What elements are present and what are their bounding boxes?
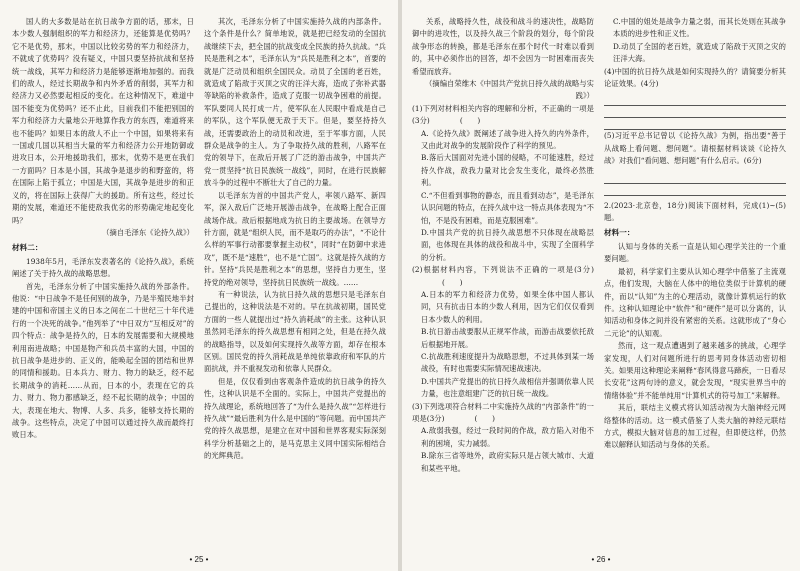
question-1 <box>412 103 594 128</box>
paragraph: 首先，毛泽东分析了中国实施持久战的外部条件。他说：“中日战争不是任何别的战争，乃是半殖民地半封建的中国和帝国主义的日本之间在二十世纪三十年代进行的一个决死的战争。”他列举了“中日双方”互相反对”的四个特点：战争是持久的，日本的发展需要和大规模地利用南进战略；中国是物产和兵员丰富的大国，中国的抗日战争是进步的、正义的，能唤起全国的团结和世界的同情和援助。日本兵力、财力、物力的缺乏，经不起长期战争的消耗……从而，日本的小，表现在它的兵力、财力、物力都感缺乏，经不起长期的战争；中国的大，表现在地大、物博、人多、兵多，能够支持长期的战争。这些特点，决定了中国可以通过持久战而最终打败日本。 <box>12 281 194 440</box>
source-citation: （摘编自荣维木《中国共产党抗日持久战的战略与实践》） <box>425 79 594 101</box>
answer-lines[interactable] <box>604 172 786 196</box>
paragraph: 最初，科学家们主要从认知心理学中借鉴了主流观点，他们发现，大脑在人体中的地位类似于计算机的硬件，而以“认知”为主的心理活动，就像计算机运行的软件。这种认知理论中“软件”和“硬件”是可以分离的，认知活动和身体之间并没有紧密的关系。这就形成了“身心二元论”的认知观。 <box>604 266 786 338</box>
paragraph: 以毛泽东为首的中国共产党人，率领八路军、新四军，深入敌后广泛地开展游击战争，在战略上配合正面战场作战。敌后根据地成为抗日的主要战场。在领导方针方面，就是“组织人民，而不是取巧的办法”，“不论什么样的军事行动都要掌握主动权”，同时“在防御中求进攻”，既不是“速胜”，也不是“亡国”。这就是持久战的方针。坚持“兵民是胜利之本”的思想，坚持自力更生，坚持党的绝对领导，坚持抗日民族统一战线。…… <box>204 190 386 287</box>
question-4: (4)中国的抗日持久战是如何实现持久的？请简要分析其论证效果。(4分) <box>604 66 786 89</box>
question-3 <box>412 401 594 426</box>
paragraph: 国人的大多数是站在抗日战争方面的话，那末，日本少数人强制组织的军力和经济力，还能算是优势吗？它不是优势，那末，中国以比较劣势的军力和经济力，不就成了优势吗？没有疑义，中国只要坚持抗战和坚持统一战线，其军力和经济力是能够逐渐地加强的。而我们的敌人，经过长期战争和内外矛盾的削弱，其军力和经济力又必然要起相反的变化。在这种情况下，难道中国不能变为优势吗？还不止此，目前我们不能把别国的军力和经济力大量地公开地算作我方的东西，难道将来也不能吗？如果日本的敌人不止一个中国，如果将来有一国或几国以其相当大量的军力和经济力公开地防御或进攻日本，公开地援助我们，那末，优势不是更在我们一方面吗？日本是小国，其战争是退步的和野蛮的，将在国际上陷于孤立；中国是大国，其战争是进步的和正义的，将在国际上获得广大的援助。所有这些，经过长期的发展，难道还不能使敌我优劣的形势确定地起变化吗？ <box>12 17 194 225</box>
page-number: • 26 • <box>591 555 611 564</box>
right-page <box>402 0 800 571</box>
material-heading: 材料一： <box>604 228 635 238</box>
page-number: • 25 • <box>189 555 209 564</box>
answer-lines[interactable] <box>604 94 786 130</box>
paragraph: 有一种说法，认为抗日持久战的思想只是毛泽东自己提出的，这种说法是不对的。早在抗战初期，国民党方面的一些人就提出过“持久消耗战”的主张。这种认识虽然同毛泽东的持久战思想有相同之处，但是在持久战的战略指导，以及如何实现持久战等方面，却存在根本区别。国民党的持久消耗战是单纯依靠政府和军队的片面抗战，并不重视发动和依靠人民群众。 <box>204 289 386 374</box>
answer-bracket: ( ) <box>442 277 463 287</box>
answer-bracket: ( ) <box>459 116 481 126</box>
question-text: (2)根据材料内容，下列说法不正确的一项是(3分) <box>412 265 594 275</box>
option-c: C.“不但看到事物的静态，而且看到动态”，是毛泽东认识问题的特点，在持久战中这一特点具体表现为“不怕，不是没有困难，而是克服困难”。 <box>421 190 594 225</box>
question-heading: 2.(2023·北京卷，18分)阅读下面材料，完成(1)~(5)题。 <box>604 200 786 223</box>
question-5: (5)习近平总书记曾以《论持久战》为例，指出要“善于从战略上看问题、想问题”。请根据材料谈谈《论持久战》对我们“看问题、想问题”有什么启示。(6分) <box>604 131 786 166</box>
paragraph: 其后，联结主义模式将认知活动视为大脑神经元网络整体的活动。这一模式借鉴了人类大脑的神经元联结方式，模拟大脑对信息的加工过程，但即使这样，仍然难以解释认知活动与身体的关系。 <box>604 403 786 450</box>
page-number-value: 26 <box>596 555 606 564</box>
right-column-1 <box>412 16 594 475</box>
paragraph: 然而，这一观点遭遇到了越来越多的挑战，心理学家发现，人们对问题所进行的思考同身体活动密切相关。如果用这种理论来阐释“春风得意马蹄疾，一日看尽长安花”这两句诗的意义，就会发现，“现实世界当中的情绪体验”并不能单纯用“计算机式的符号加工”来解释。 <box>604 341 786 400</box>
option-b: B.抗日游击战要服从正规军作战，而游击战要依托敌后根据地开展。 <box>421 327 594 349</box>
material-heading: 材料二： <box>12 243 43 253</box>
right-column-2 <box>604 16 786 452</box>
option-d: D.中国共产党的抗日持久战思想不只体现在战略层面，也体现在具体的战役和战斗中，实现了全面科学的分析。 <box>421 227 594 262</box>
left-column-1 <box>12 16 194 442</box>
question-text: (3)下列选项符合材料二中实施持久战的“内部条件”的一项是(3分) <box>412 401 594 423</box>
paragraph: 1938年5月，毛泽东发表著名的《论持久战》，系统阐述了关于持久战的战略思想。 <box>12 256 194 279</box>
left-page <box>0 0 398 571</box>
paragraph: 其次，毛泽东分析了中国实施持久战的内部条件。这个条件是什么？简单地说，就是把已经发动的全国抗战继续下去，把全国的抗战变成全民族的持久抗战。“兵民是胜利之本”，毛泽东认为“兵民是胜利之本”，首要的就是广泛动员和组织全国民众。动员了全国的老百姓，就造成了陷敌于灭顶之灾的汪洋大海，造成了弥补武器等缺陷的补救条件，造成了克服一切战争困难的前提。军队要同人民打成一片，使军队在人民眼中看成是自己的军队，这个军队便无敌于天下。但是，要坚持持久战，还需要政治上的动员和改进，至于军事方面，人民群众是战争的主人。为了争取持久战的胜利，八路军在党的领导下，在敌后开展了广泛的游击战争，中国共产党一贯坚持“抗日民族统一战线”，同时，在进行民族解放斗争的过程中不断壮大了自己的力量。 <box>204 17 386 188</box>
option-a: A.日本的军力和经济力优势，如果全体中国人都认同，只有抗击日本的少数人利用，因为它们仅仅看到日本少数人的利用。 <box>421 289 594 324</box>
option-c: C.抗战胜利速度提升为战略思想，不过具体到某一场战役，有时也需要实际情况速战速决。 <box>421 351 594 374</box>
option-a: A.敌弱我强，经过一段时间的作战，敌方陷入对他不利的困境，实力减弱。 <box>421 426 594 448</box>
option-a: A.《论持久战》既阐述了战争进入持久的内外条件，又由此对战争的发展阶段作了科学的预见。 <box>421 128 594 151</box>
paragraph: 但是，仅仅看到由客观条件造成的抗日战争的持久性，这种认识是不全面的。实际上，中国共产党提出的持久战理论，系统地回答了“为什么是持久战”“怎样进行持久战”“最后胜利为什么是中国的”等问题。而中国共产党的持久战思想，是建立在对中国和世界客观实际深刻科学分析基础之上的，是马克思主义同中国实际相结合的光辉典范。 <box>204 376 386 461</box>
option-b: B.除东三省等地外，政府实际只是占领大城市、大道和某些平地。 <box>421 451 594 473</box>
page-number-value: 25 <box>194 555 204 564</box>
source-citation: （摘自毛泽东《论持久战》） <box>102 227 194 237</box>
question-text: (1)下列对材料相关内容的理解和分析，不正确的一项是(3分) <box>412 103 594 126</box>
option-b: B.落后大国面对先进小国的侵略，不可能速胜，经过持久作战，敌我力量对比会发生变化，最终必然胜利。 <box>421 153 594 188</box>
answer-bracket: ( ) <box>474 414 496 423</box>
option-c: C.中国的姐处是战争力量之弱，而其长处则在其战争本质的进步性和正义性。 <box>613 17 786 39</box>
paragraph: 认知与身体的关系一直是认知心理学关注的一个重要问题。 <box>604 241 786 264</box>
paragraph: 关系，战略持久性，战役和战斗的速决性，战略防御中的进攻性，以及持久战三个阶段的划分，每个阶段战争形态的转换，都是毛泽东在那个时代一时难以看到的，其中必须作出的回答，却不会因为一时困难而丧失希望而放弃。 <box>412 17 594 76</box>
left-column-2 <box>204 16 386 463</box>
option-d: D.动员了全国的老百姓，就造成了陷敌于灭顶之灾的汪洋大海。 <box>613 41 786 64</box>
option-d: D.中国共产党提出的抗日持久战相信并强调依靠人民力量，也注意组建广泛的抗日统一战线。 <box>421 376 594 399</box>
question-2 <box>412 264 594 289</box>
